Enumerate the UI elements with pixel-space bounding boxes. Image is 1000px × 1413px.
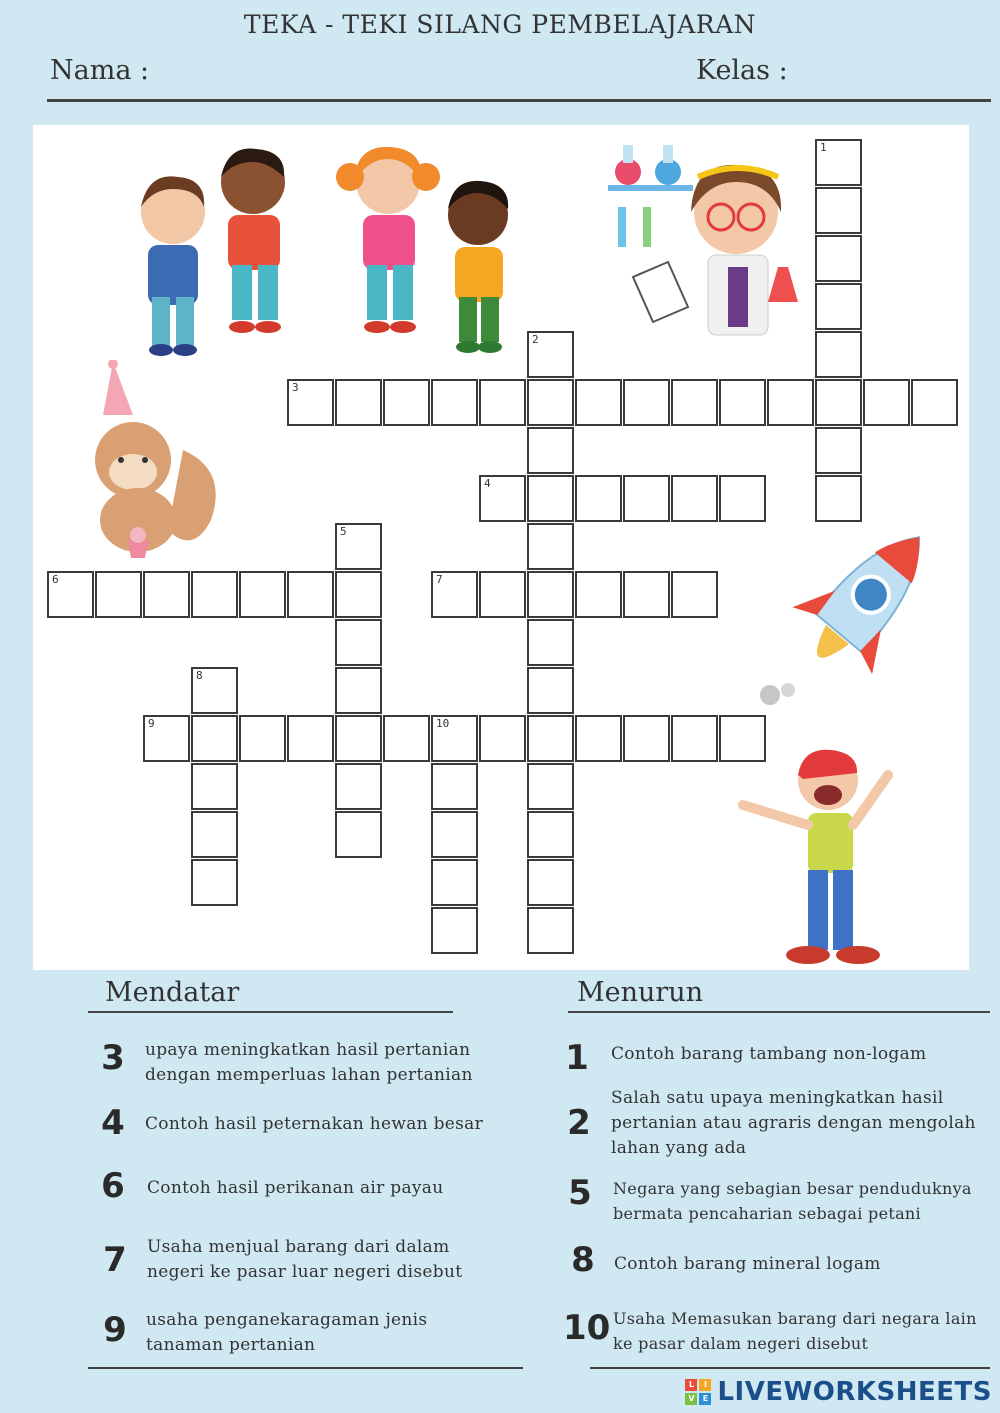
- crossword-cell[interactable]: [623, 475, 670, 522]
- crossword-cell[interactable]: [431, 763, 478, 810]
- down-clue-text: Contoh barang tambang non-logam: [611, 1044, 927, 1064]
- crossword-cell[interactable]: [527, 523, 574, 570]
- crossword-cell[interactable]: [623, 379, 670, 426]
- children-illustration: [118, 137, 518, 367]
- crossword-cell[interactable]: [287, 379, 334, 426]
- clue-number-label: 6: [52, 573, 59, 586]
- clue-number-label: 7: [436, 573, 443, 586]
- menurun-underline: [568, 1011, 990, 1013]
- down-clue-number: 8: [571, 1240, 595, 1280]
- across-clue-text: Contoh hasil perikanan air payau: [147, 1178, 444, 1198]
- clue-number-label: 9: [148, 717, 155, 730]
- clue-number-label: 4: [484, 477, 491, 490]
- crossword-cell[interactable]: [527, 763, 574, 810]
- across-clue-number: 7: [103, 1240, 127, 1280]
- crossword-cell[interactable]: [671, 379, 718, 426]
- crossword-cell[interactable]: [719, 379, 766, 426]
- crossword-cell[interactable]: [527, 715, 574, 762]
- crossword-cell[interactable]: [575, 379, 622, 426]
- class-label: Kelas :: [696, 55, 788, 86]
- mendatar-heading: Mendatar: [105, 977, 240, 1008]
- crossword-cell[interactable]: [527, 331, 574, 378]
- brand-text: LIVEWORKSHEETS: [717, 1377, 992, 1407]
- crossword-cell[interactable]: [335, 523, 382, 570]
- crossword-cell[interactable]: [815, 235, 862, 282]
- down-clue-number: 2: [567, 1103, 591, 1143]
- crossword-cell[interactable]: [911, 379, 958, 426]
- crossword-cell[interactable]: [623, 715, 670, 762]
- brand: [685, 1377, 992, 1407]
- across-clue-number: 9: [103, 1310, 127, 1350]
- crossword-cell[interactable]: [287, 571, 334, 618]
- down-clue-text: Negara yang sebagian besar penduduknya bermata pencaharian sebagai petani: [613, 1179, 972, 1223]
- name-label: Nama :: [50, 55, 150, 86]
- crossword-cell[interactable]: [815, 139, 862, 186]
- crossword-cell[interactable]: [335, 667, 382, 714]
- clue-number-label: 10: [436, 717, 450, 730]
- crossword-cell[interactable]: [335, 619, 382, 666]
- menurun-heading: Menurun: [577, 977, 704, 1008]
- header-divider: [47, 99, 991, 102]
- crossword-cell[interactable]: [815, 379, 862, 426]
- crossword-cell[interactable]: [431, 715, 478, 762]
- crossword-cell[interactable]: [527, 427, 574, 474]
- crossword-cell[interactable]: [335, 571, 382, 618]
- clue-number-label: 3: [292, 381, 299, 394]
- crossword-cell[interactable]: [383, 379, 430, 426]
- crossword-cell[interactable]: [815, 187, 862, 234]
- crossword-cell[interactable]: [527, 475, 574, 522]
- crossword-cell[interactable]: [527, 667, 574, 714]
- crossword-cell[interactable]: [863, 379, 910, 426]
- crossword-cell[interactable]: [479, 715, 526, 762]
- across-clue-text: Contoh hasil peternakan hewan besar: [145, 1114, 484, 1134]
- squirrel-illustration: [83, 360, 228, 560]
- crossword-panel: [33, 125, 969, 970]
- crossword-cell[interactable]: [191, 667, 238, 714]
- crossword-cell[interactable]: [191, 859, 238, 906]
- crossword-cell[interactable]: [479, 475, 526, 522]
- logo-letter: E: [699, 1393, 711, 1405]
- crossword-cell[interactable]: [575, 475, 622, 522]
- crossword-cell[interactable]: [575, 715, 622, 762]
- crossword-cell[interactable]: [143, 715, 190, 762]
- crossword-cell[interactable]: [431, 811, 478, 858]
- logo-letter: V: [685, 1393, 697, 1405]
- crossword-cell[interactable]: [431, 571, 478, 618]
- clue-number-label: 2: [532, 333, 539, 346]
- clue-number-label: 5: [340, 525, 347, 538]
- crossword-cell[interactable]: [191, 715, 238, 762]
- logo-letter: L: [685, 1379, 697, 1391]
- mendatar-bottom-line: [88, 1367, 523, 1369]
- crossword-cell[interactable]: [767, 379, 814, 426]
- crossword-cell[interactable]: [335, 811, 382, 858]
- scientist-illustration: [603, 137, 813, 357]
- boy-illustration: [723, 745, 903, 970]
- across-clue-text: usaha penganekaragaman jenis tanaman pertanian: [146, 1310, 428, 1355]
- crossword-cell[interactable]: [239, 571, 286, 618]
- crossword-cell[interactable]: [815, 331, 862, 378]
- crossword-cell[interactable]: [527, 379, 574, 426]
- crossword-cell[interactable]: [239, 715, 286, 762]
- crossword-cell[interactable]: [191, 763, 238, 810]
- crossword-cell[interactable]: [431, 859, 478, 906]
- crossword-cell[interactable]: [671, 475, 718, 522]
- logo-letter: I: [699, 1379, 711, 1391]
- crossword-cell[interactable]: [671, 715, 718, 762]
- down-clue-text: Contoh barang mineral logam: [614, 1254, 881, 1274]
- crossword-cell[interactable]: [479, 571, 526, 618]
- crossword-cell[interactable]: [815, 427, 862, 474]
- crossword-cell[interactable]: [527, 619, 574, 666]
- down-clue-text: Usaha Memasukan barang dari negara lain ke pasar dalam negeri disebut: [613, 1309, 977, 1353]
- crossword-cell[interactable]: [143, 571, 190, 618]
- crossword-cell[interactable]: [527, 571, 574, 618]
- crossword-cell[interactable]: [191, 571, 238, 618]
- crossword-cell[interactable]: [191, 811, 238, 858]
- crossword-cell[interactable]: [815, 283, 862, 330]
- crossword-cell[interactable]: [671, 571, 718, 618]
- rocket-illustration: [758, 510, 938, 710]
- down-clue-number: 1: [565, 1038, 589, 1078]
- liveworksheets-logo-icon: [685, 1379, 711, 1405]
- crossword-cell[interactable]: [479, 379, 526, 426]
- across-clue-text: Usaha menjual barang dari dalam negeri ke pasar luar negeri disebut: [147, 1237, 463, 1282]
- crossword-cell[interactable]: [383, 715, 430, 762]
- crossword-cell[interactable]: [527, 811, 574, 858]
- page-title: TEKA - TEKI SILANG PEMBELAJARAN: [243, 10, 757, 39]
- crossword-cell[interactable]: [431, 907, 478, 954]
- menurun-bottom-line: [590, 1367, 990, 1369]
- clue-number-label: 8: [196, 669, 203, 682]
- across-clue-number: 4: [101, 1103, 125, 1143]
- crossword-cell[interactable]: [335, 715, 382, 762]
- crossword-cell[interactable]: [431, 379, 478, 426]
- crossword-cell[interactable]: [335, 379, 382, 426]
- crossword-cell[interactable]: [527, 859, 574, 906]
- across-clue-text: upaya meningkatkan hasil pertanian dengan memperluas lahan pertanian: [145, 1040, 473, 1085]
- crossword-cell[interactable]: [95, 571, 142, 618]
- down-clue-number: 5: [568, 1173, 592, 1213]
- clue-number-label: 1: [820, 141, 827, 154]
- crossword-cell[interactable]: [287, 715, 334, 762]
- crossword-cell[interactable]: [623, 571, 670, 618]
- crossword-cell[interactable]: [575, 571, 622, 618]
- crossword-cell[interactable]: [335, 763, 382, 810]
- down-clue-text: Salah satu upaya meningkatkan hasil pertanian atau agraris dengan mengolah lahan yang ada: [611, 1088, 976, 1158]
- down-clue-number: 10: [563, 1308, 611, 1348]
- mendatar-underline: [88, 1011, 453, 1013]
- crossword-cell[interactable]: [527, 907, 574, 954]
- crossword-cell[interactable]: [47, 571, 94, 618]
- across-clue-number: 3: [101, 1038, 125, 1078]
- across-clue-number: 6: [101, 1166, 125, 1206]
